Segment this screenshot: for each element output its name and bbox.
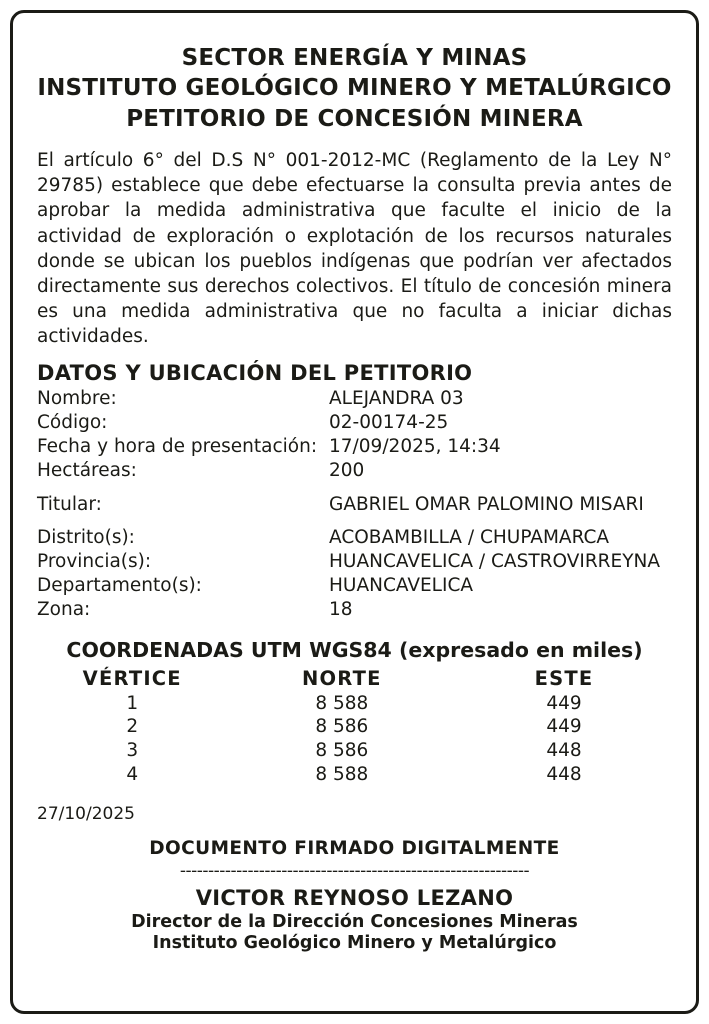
field-row-distrito <box>37 526 672 550</box>
column-header-vertice: VÉRTICE <box>82 666 182 690</box>
field-value-provincia: HUANCAVELICA / CASTROVIRREYNA <box>329 550 661 572</box>
coordinates-header-row <box>37 666 672 692</box>
table-row <box>37 763 672 787</box>
column-header-norte: NORTE <box>301 666 382 690</box>
field-label-departamento: Departamento(s): <box>37 574 202 596</box>
table-row <box>37 739 672 763</box>
field-label-codigo: Código: <box>37 412 108 434</box>
header-line-document-type: PETITORIO DE CONCESIÓN MINERA <box>126 105 583 132</box>
cell-norte: 8 586 <box>315 716 369 738</box>
cell-vertice: 4 <box>126 763 139 785</box>
cell-este: 449 <box>546 716 582 738</box>
field-value-hectareas: 200 <box>329 460 365 482</box>
table-row <box>37 692 672 716</box>
signatory-name: VICTOR REYNOSO LEZANO <box>195 886 514 911</box>
field-row-provincia <box>37 550 672 574</box>
cell-este: 449 <box>546 692 582 714</box>
field-row-zona <box>37 598 672 622</box>
field-row-titular <box>37 493 672 517</box>
field-label-fecha-hora: Fecha y hora de presentación: <box>37 436 318 458</box>
coordinates-table <box>37 666 672 787</box>
section-title-data-location: DATOS Y UBICACIÓN DEL PETITORIO <box>37 361 473 386</box>
field-label-distrito: Distrito(s): <box>37 526 135 548</box>
field-value-zona: 18 <box>329 598 353 620</box>
field-value-fecha-hora: 17/09/2025, 14:34 <box>329 436 501 458</box>
cell-norte: 8 588 <box>315 763 369 785</box>
cell-este: 448 <box>546 740 582 762</box>
coordinates-title: COORDENADAS UTM WGS84 (expresado en miles) <box>66 637 643 662</box>
signatory-role: Director de la Dirección Concesiones Mineras <box>131 912 578 933</box>
issue-date: 27/10/2025 <box>37 804 135 825</box>
signature-heading: DOCUMENTO FIRMADO DIGITALMENTE <box>149 838 560 860</box>
cell-este: 448 <box>546 763 582 785</box>
header-line-institute: INSTITUTO GEOLÓGICO MINERO Y METALÚRGICO <box>37 75 672 102</box>
table-row <box>37 715 672 739</box>
field-row-codigo <box>37 411 672 435</box>
petition-fields <box>37 387 672 621</box>
field-label-titular: Titular: <box>37 493 102 515</box>
column-header-este: ESTE <box>534 666 594 690</box>
signature-divider: -------------------------------------------------------------- <box>179 861 530 882</box>
field-label-hectareas: Hectáreas: <box>37 460 137 482</box>
signatory-organization: Instituto Geológico Minero y Metalúrgico <box>152 933 557 954</box>
intro-paragraph: El artículo 6° del D.S N° 001-2012-MC (Reglamento de la Ley N° 29785) establece que debe efectuarse la consulta previa antes de aprobar la medida administrativa que faculte el inicio de la actividad de exploración o explotación de los recursos naturales donde se ubican los pueblos indígenas que podrían ver afectados directamente sus derechos colectivos. El título de concesión minera es una medida administrativa que no faculta a iniciar dichas actividades. <box>37 150 672 348</box>
field-row-nombre <box>37 387 672 411</box>
cell-norte: 8 588 <box>315 692 369 714</box>
cell-norte: 8 586 <box>315 740 369 762</box>
cell-vertice: 1 <box>126 692 139 714</box>
cell-vertice: 3 <box>126 740 139 762</box>
field-row-departamento <box>37 574 672 598</box>
field-label-provincia: Provincia(s): <box>37 550 152 572</box>
signature-block <box>37 838 672 953</box>
header-line-sector: SECTOR ENERGÍA Y MINAS <box>181 45 528 71</box>
document-frame <box>10 10 699 1014</box>
field-row-hectareas <box>37 459 672 483</box>
field-value-departamento: HUANCAVELICA <box>329 574 474 596</box>
field-label-nombre: Nombre: <box>37 388 117 410</box>
field-value-distrito: ACOBAMBILLA / CHUPAMARCA <box>329 526 610 548</box>
document-header <box>37 43 672 134</box>
field-value-codigo: 02-00174-25 <box>329 412 449 434</box>
field-label-zona: Zona: <box>37 598 91 620</box>
field-value-nombre: ALEJANDRA 03 <box>329 388 464 410</box>
field-row-fecha-hora <box>37 435 672 459</box>
cell-vertice: 2 <box>126 716 139 738</box>
field-value-titular: GABRIEL OMAR PALOMINO MISARI <box>329 493 644 515</box>
